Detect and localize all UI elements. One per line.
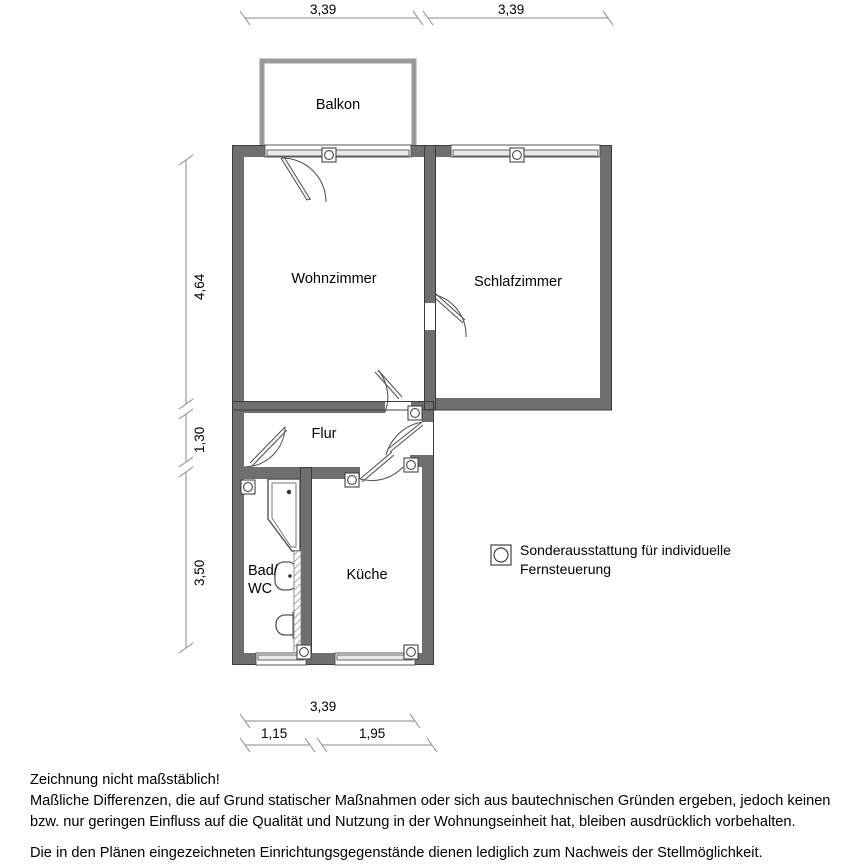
disclaimer-line-2: Maßliche Differenzen, die auf Grund statischer Maßnahmen oder sich aus bautechnischen Gründen ergeben, jedoch keinen xyxy=(30,793,831,809)
remote-symbol-wohnzimmer-window xyxy=(322,148,336,162)
remote-symbol-flur-door-upper xyxy=(408,406,422,420)
room-label-bad-wc-line2: WC xyxy=(248,581,273,597)
remote-symbol-schlafzimmer-window xyxy=(510,148,524,162)
room-label-schlafzimmer: Schlafzimmer xyxy=(474,274,562,290)
disclaimer-line-1: Zeichnung nicht maßstäblich! xyxy=(30,772,220,788)
dimension-label-top-right: 3,39 xyxy=(498,2,525,17)
window-balcony-door xyxy=(265,145,411,157)
disclaimer-line-4: Die in den Plänen eingezeichneten Einrichtungsgegenstände dienen lediglich zum Nachweis der Stellmöglichkeit. xyxy=(30,845,763,861)
remote-symbol-kueche-door xyxy=(345,473,359,487)
dimension-group-top xyxy=(240,11,613,25)
dimension-group-left xyxy=(179,155,193,653)
dimension-label-bottom-bad: 1,15 xyxy=(261,726,288,741)
dimension-label-left-middle: 1,30 xyxy=(192,426,207,453)
legend-symbol-icon xyxy=(491,545,511,565)
remote-symbol-bad-door xyxy=(241,480,255,494)
dimension-label-bottom-kueche: 1,95 xyxy=(359,726,386,741)
remote-symbol-bad-window xyxy=(297,645,311,659)
window-kueche xyxy=(335,653,415,665)
dimension-label-bottom-total: 3,39 xyxy=(310,699,337,714)
room-label-kueche: Küche xyxy=(346,567,388,583)
dimension-label-top-left: 3,39 xyxy=(310,2,337,17)
dimension-label-left-lower: 3,50 xyxy=(192,559,207,586)
window-schlafzimmer xyxy=(451,145,600,157)
remote-symbol-kueche-window xyxy=(404,645,418,659)
legend-text-line2: Fernsteuerung xyxy=(520,561,612,577)
room-label-balkon: Balkon xyxy=(315,97,361,113)
room-label-bad-wc-line1: Bad/ xyxy=(248,563,278,579)
legend-text-line1: Sonderausstattung für individuelle xyxy=(520,542,731,558)
dimension-label-left-upper: 4,64 xyxy=(192,273,207,300)
room-label-wohnzimmer: Wohnzimmer xyxy=(291,271,377,287)
room-label-flur: Flur xyxy=(311,426,337,442)
disclaimer-line-3: bzw. nur geringen Einfluss auf die Qualität und Nutzung in der Wohnungseinheit hat, bleiben ausdrücklich vorbehalten. xyxy=(30,814,796,830)
fixture-bathtub xyxy=(268,479,300,551)
remote-symbol-flur-door-lower xyxy=(404,458,418,472)
